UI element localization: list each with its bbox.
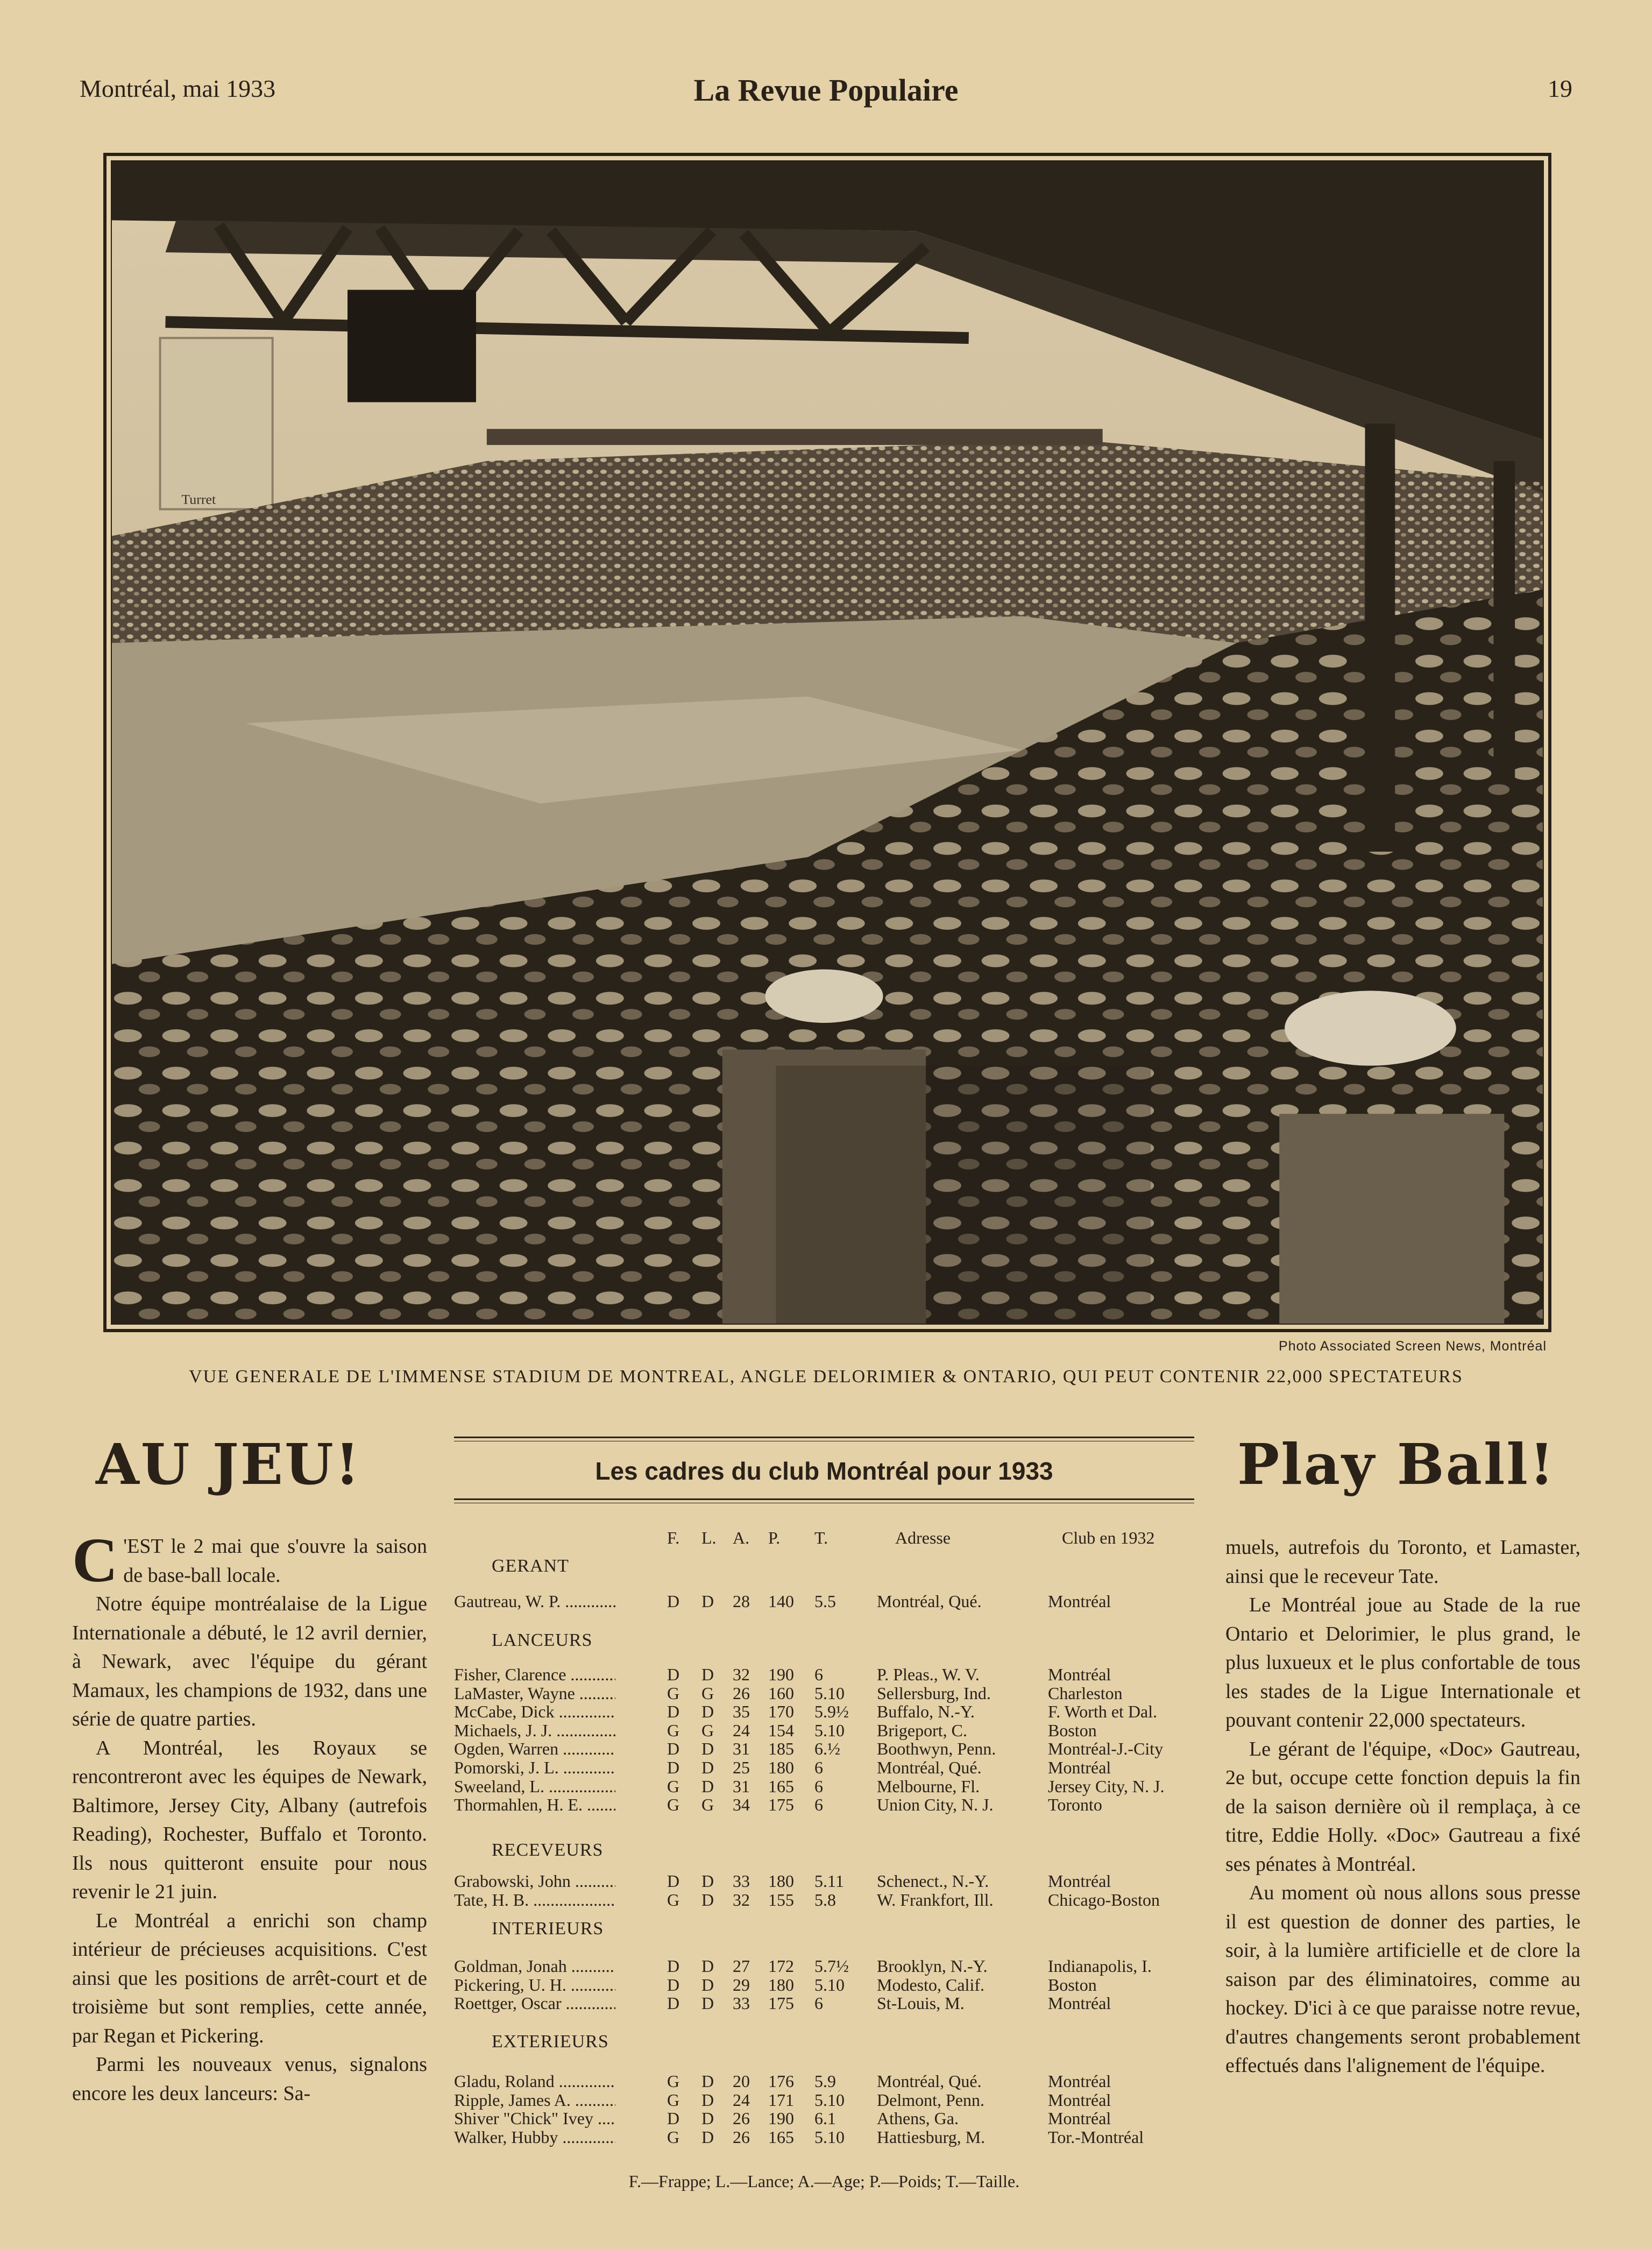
cell-age: 20 bbox=[733, 2071, 750, 2091]
player-name: Ripple, James A. ..... bbox=[454, 2090, 615, 2110]
article-paragraph: muels, autrefois du Toronto, et Lamaster, ainsi que le receveur Tate. bbox=[1225, 1536, 1580, 1588]
cell-frappe: D bbox=[667, 1739, 680, 1759]
cell-poids: 180 bbox=[768, 1871, 794, 1891]
cell-club: Indianapolis, I. bbox=[1048, 1956, 1152, 1976]
cell-age: 24 bbox=[733, 2090, 750, 2110]
cell-lance: D bbox=[701, 1956, 714, 1976]
table-row bbox=[454, 1665, 1194, 1684]
cell-taille: 5.9½ bbox=[814, 1702, 849, 1722]
cell-lance: D bbox=[701, 1993, 714, 2013]
player-name: Pickering, U. H. ..... bbox=[454, 1975, 615, 1995]
player-name: Michaels, J. J. ..... bbox=[454, 1721, 615, 1741]
player-name: Grabowski, John ..... bbox=[454, 1871, 615, 1891]
cell-taille: 5.10 bbox=[814, 2127, 845, 2147]
cell-club: Montréal bbox=[1048, 1758, 1111, 1777]
cell-frappe: D bbox=[667, 1592, 680, 1611]
cell-age: 27 bbox=[733, 1956, 750, 1976]
turret-sign: Turret bbox=[181, 491, 216, 507]
cell-taille: 6 bbox=[814, 1993, 823, 2013]
player-name: McCabe, Dick ..... bbox=[454, 1702, 615, 1722]
cell-poids: 176 bbox=[768, 2071, 794, 2091]
table-row bbox=[454, 1956, 1194, 1976]
roster-title-box bbox=[454, 1437, 1194, 1503]
player-name: LaMaster, Wayne ..... bbox=[454, 1684, 615, 1703]
cell-club: Charleston bbox=[1048, 1683, 1123, 1703]
cell-poids: 160 bbox=[768, 1683, 794, 1703]
col-header-f: F. bbox=[667, 1528, 680, 1547]
cell-age: 26 bbox=[733, 2127, 750, 2147]
article-paragraph: Au moment où nous allons sous presse il est question de donner des parties, le soir, à la lumière artificielle et de clore la saison par des éliminatoires, comme au hockey. D'ici à ce que paraisse notre revue, d'autres changements seront probablement effectués dans l'alignement de l'équipe. bbox=[1225, 1882, 1580, 2077]
right-article-column bbox=[1225, 1533, 1580, 2081]
cell-lance: D bbox=[701, 1739, 714, 1759]
photo-caption: VUE GENERALE DE L'IMMENSE STADIUM DE MONTREAL, ANGLE DELORIMIER & ONTARIO, QUI PEUT CONTENIR 22,000 SPECTATEURS bbox=[189, 1367, 1463, 1387]
cell-club: Jersey City, N. J. bbox=[1048, 1776, 1165, 1796]
cell-frappe: D bbox=[667, 1871, 680, 1891]
cell-age: 29 bbox=[733, 1975, 750, 1995]
player-name: Gladu, Roland ..... bbox=[454, 2071, 615, 2091]
cell-poids: 175 bbox=[768, 1795, 794, 1815]
cell-taille: 5.10 bbox=[814, 1683, 845, 1703]
player-name: Roettger, Oscar ..... bbox=[454, 1993, 615, 2013]
cell-poids: 171 bbox=[768, 2090, 794, 2110]
player-name: Walker, Hubby ..... bbox=[454, 2127, 615, 2147]
cell-address: Athens, Ga. bbox=[877, 2109, 959, 2128]
table-row bbox=[454, 1777, 1194, 1796]
cell-poids: 190 bbox=[768, 1665, 794, 1684]
table-row bbox=[454, 1592, 1194, 1611]
cell-address: Brooklyn, N.-Y. bbox=[877, 1956, 988, 1976]
cell-lance: D bbox=[701, 1592, 714, 1611]
cell-lance: D bbox=[701, 1758, 714, 1777]
stadium-photo bbox=[103, 153, 1551, 1332]
cell-club: Boston bbox=[1048, 1975, 1097, 1995]
cell-poids: 180 bbox=[768, 1758, 794, 1777]
roster-legend: F.—Frappe; L.—Lance; A.—Age; P.—Poids; T.—Taille. bbox=[628, 2172, 1020, 2191]
cell-club: Montréal bbox=[1048, 2090, 1111, 2110]
cell-lance: D bbox=[701, 2127, 714, 2147]
cell-age: 32 bbox=[733, 1665, 750, 1684]
table-row bbox=[454, 2071, 1194, 2091]
cell-club: Toronto bbox=[1048, 1795, 1102, 1815]
player-name: Ogden, Warren ..... bbox=[454, 1739, 615, 1759]
cell-address: Hattiesburg, M. bbox=[877, 2127, 985, 2147]
col-header-a: A. bbox=[733, 1528, 750, 1547]
cell-club: Chicago-Boston bbox=[1048, 1890, 1160, 1909]
cell-address: P. Pleas., W. V. bbox=[877, 1665, 980, 1684]
article-paragraph: Parmi les nouveaux venus, signalons encore les deux lanceurs: Sa- bbox=[72, 2053, 427, 2105]
player-name: Pomorski, J. L. ..... bbox=[454, 1758, 615, 1778]
table-row bbox=[454, 1975, 1194, 1995]
player-name: Gautreau, W. P. ..... bbox=[454, 1592, 615, 1611]
cell-taille: 5.8 bbox=[814, 1890, 836, 1909]
cell-frappe: G bbox=[667, 1720, 680, 1740]
cell-poids: 140 bbox=[768, 1592, 794, 1611]
player-name: Shiver "Chick" Ivey ..... bbox=[454, 2109, 615, 2128]
cell-address: Montréal, Qué. bbox=[877, 1592, 982, 1611]
cell-frappe: G bbox=[667, 2090, 680, 2110]
cell-club: Tor.-Montréal bbox=[1048, 2127, 1144, 2147]
col-header-t: T. bbox=[814, 1528, 828, 1547]
cell-frappe: D bbox=[667, 1758, 680, 1777]
cell-lance: D bbox=[701, 1665, 714, 1684]
section-heading: INTERIEURS bbox=[492, 1919, 604, 1939]
cell-frappe: D bbox=[667, 1975, 680, 1995]
player-name: Tate, H. B. ..... bbox=[454, 1890, 615, 1910]
cell-club: Montréal bbox=[1048, 1592, 1111, 1611]
cell-poids: 154 bbox=[768, 1720, 794, 1740]
magazine-title: La Revue Populaire bbox=[693, 73, 959, 108]
col-header-l: L. bbox=[701, 1528, 717, 1547]
cell-frappe: D bbox=[667, 1956, 680, 1976]
cell-lance: D bbox=[701, 1975, 714, 1995]
cell-taille: 6 bbox=[814, 1758, 823, 1777]
cell-lance: G bbox=[701, 1683, 714, 1703]
table-row bbox=[454, 1993, 1194, 2013]
cell-club: Montréal bbox=[1048, 1871, 1111, 1891]
cell-frappe: D bbox=[667, 1665, 680, 1684]
cell-address: Montréal, Qué. bbox=[877, 2071, 982, 2091]
cell-poids: 185 bbox=[768, 1739, 794, 1759]
cell-lance: D bbox=[701, 1871, 714, 1891]
cell-age: 26 bbox=[733, 2109, 750, 2128]
cell-age: 31 bbox=[733, 1776, 750, 1796]
cell-poids: 165 bbox=[768, 2127, 794, 2147]
cell-taille: 6 bbox=[814, 1665, 823, 1684]
cell-frappe: G bbox=[667, 1795, 680, 1815]
table-row bbox=[454, 1721, 1194, 1740]
cell-address: Brigeport, C. bbox=[877, 1720, 967, 1740]
section-heading: RECEVEURS bbox=[492, 1840, 604, 1860]
cell-frappe: G bbox=[667, 1890, 680, 1909]
cell-address: Modesto, Calif. bbox=[877, 1975, 984, 1995]
cell-poids: 175 bbox=[768, 1993, 794, 2013]
cell-frappe: D bbox=[667, 1993, 680, 2013]
cell-age: 24 bbox=[733, 1720, 750, 1740]
cell-poids: 172 bbox=[768, 1956, 794, 1976]
cell-frappe: G bbox=[667, 2127, 680, 2147]
cell-address: Sellersburg, Ind. bbox=[877, 1683, 991, 1703]
cell-taille: 5.5 bbox=[814, 1592, 836, 1611]
cell-taille: 5.9 bbox=[814, 2071, 836, 2091]
photo-credit: Photo Associated Screen News, Montréal bbox=[1279, 1339, 1547, 1354]
cell-lance: G bbox=[701, 1795, 714, 1815]
table-row bbox=[454, 1758, 1194, 1777]
player-name: Sweeland, L. ..... bbox=[454, 1777, 615, 1797]
cell-age: 31 bbox=[733, 1739, 750, 1759]
drop-cap: C bbox=[72, 1525, 118, 1595]
article-paragraph: Le Montréal a enrichi son champ intérieur de précieuses acquisitions. C'est ainsi que les positions de arrêt-court et de troisième but sont remplies, cette année, par Regan et Pickering. bbox=[72, 1909, 427, 2047]
section-heading: EXTERIEURS bbox=[492, 2032, 609, 2052]
table-row bbox=[454, 2127, 1194, 2147]
cell-club: Boston bbox=[1048, 1720, 1097, 1740]
stadium-photo-image bbox=[112, 161, 1543, 1324]
cell-club: Montréal bbox=[1048, 2071, 1111, 2091]
article-paragraph: Le Montréal joue au Stade de la rue Ontario et Delorimier, le plus grand, le plus luxueux et le plus confortable de tous les stades de la Ligue Internationale et pouvant contenir 22,000 spectateurs. bbox=[1225, 1594, 1580, 1731]
title-rule-top bbox=[454, 1437, 1194, 1441]
running-head-date: Montréal, mai 1933 bbox=[80, 75, 276, 102]
cell-club: Montréal-J.-City bbox=[1048, 1739, 1164, 1759]
cell-taille: 5.7½ bbox=[814, 1956, 849, 1976]
cell-frappe: G bbox=[667, 1776, 680, 1796]
table-row bbox=[454, 1795, 1194, 1814]
cell-age: 26 bbox=[733, 1683, 750, 1703]
page-number: 19 bbox=[1548, 75, 1572, 102]
table-row bbox=[454, 1684, 1194, 1703]
col-header-p: P. bbox=[768, 1528, 781, 1547]
cell-poids: 155 bbox=[768, 1890, 794, 1909]
cell-age: 35 bbox=[733, 1702, 750, 1722]
left-article-column bbox=[72, 1525, 427, 2108]
cell-poids: 190 bbox=[768, 2109, 794, 2128]
table-row bbox=[454, 2090, 1194, 2110]
player-name: Thormahlen, H. E. ..... bbox=[454, 1795, 615, 1815]
cell-address: St-Louis, M. bbox=[877, 1993, 965, 2013]
cell-taille: 6.½ bbox=[814, 1739, 840, 1759]
table-row bbox=[454, 1702, 1194, 1721]
cell-taille: 6 bbox=[814, 1776, 823, 1796]
section-heading: LANCEURS bbox=[492, 1630, 593, 1650]
cell-club: Montréal bbox=[1048, 1665, 1111, 1684]
cell-age: 34 bbox=[733, 1795, 750, 1815]
cell-address: Union City, N. J. bbox=[877, 1795, 994, 1815]
left-article-title: AU JEU! bbox=[96, 1431, 361, 1497]
cell-lance: G bbox=[701, 1720, 714, 1740]
cell-lance: D bbox=[701, 2109, 714, 2128]
roster-title: Les cadres du club Montréal pour 1933 bbox=[595, 1457, 1053, 1485]
right-article-title: Play Ball! bbox=[1237, 1431, 1556, 1497]
table-row bbox=[454, 1739, 1194, 1758]
roster-table bbox=[454, 1528, 1194, 2195]
cell-address: Schenect., N.-Y. bbox=[877, 1871, 989, 1891]
cell-age: 32 bbox=[733, 1890, 750, 1909]
cell-poids: 180 bbox=[768, 1975, 794, 1995]
cell-lance: D bbox=[701, 2071, 714, 2091]
cell-address: Boothwyn, Penn. bbox=[877, 1739, 996, 1759]
section-heading: GERANT bbox=[492, 1556, 569, 1576]
cell-club: F. Worth et Dal. bbox=[1048, 1702, 1158, 1722]
col-header-address: Adresse bbox=[895, 1528, 951, 1547]
article-paragraph: Le gérant de l'équipe, «Doc» Gautreau, 2e but, occupe cette fonction depuis la fin de la saison dernière où il remplaça, à ce titre, Eddie Holly. «Doc» Gautreau a fixé ses pénates à Montréal. bbox=[1225, 1737, 1580, 1876]
cell-taille: 6.1 bbox=[814, 2109, 836, 2128]
cell-lance: D bbox=[701, 2090, 714, 2110]
cell-lance: D bbox=[701, 1890, 714, 1909]
cell-taille: 5.11 bbox=[814, 1871, 844, 1891]
cell-frappe: D bbox=[667, 1702, 680, 1722]
col-header-club: Club en 1932 bbox=[1062, 1528, 1155, 1547]
cell-address: Delmont, Penn. bbox=[877, 2090, 984, 2110]
cell-poids: 170 bbox=[768, 1702, 794, 1722]
table-row bbox=[454, 1871, 1194, 1891]
table-row bbox=[454, 2109, 1194, 2128]
cell-frappe: G bbox=[667, 2071, 680, 2091]
cell-taille: 6 bbox=[814, 1795, 823, 1815]
table-row bbox=[454, 1890, 1194, 1909]
cell-age: 33 bbox=[733, 1993, 750, 2013]
title-rule-bottom bbox=[454, 1498, 1194, 1503]
cell-taille: 5.10 bbox=[814, 2090, 845, 2110]
player-name: Fisher, Clarence ..... bbox=[454, 1665, 615, 1685]
cell-age: 33 bbox=[733, 1871, 750, 1891]
cell-address: W. Frankfort, Ill. bbox=[877, 1890, 994, 1909]
article-paragraph: C 'EST le 2 mai que s'ouvre la saison de base-ball locale. bbox=[72, 1525, 427, 1595]
cell-taille: 5.10 bbox=[814, 1720, 845, 1740]
cell-frappe: D bbox=[667, 2109, 680, 2128]
cell-poids: 165 bbox=[768, 1776, 794, 1796]
article-paragraph: A Montréal, les Royaux se rencontreront avec les équipes de Newark, Baltimore, Jersey City, Albany (autrefois Reading), Rochester, Buffalo et Toronto. Ils nous quitteront ensuite pour nous revenir le 21 juin. bbox=[72, 1736, 427, 1903]
cell-frappe: G bbox=[667, 1683, 680, 1703]
cell-lance: D bbox=[701, 1702, 714, 1722]
cell-club: Montréal bbox=[1048, 1993, 1111, 2013]
cell-age: 28 bbox=[733, 1592, 750, 1611]
cell-address: Montréal, Qué. bbox=[877, 1758, 982, 1777]
article-paragraph: Notre équipe montréalaise de la Ligue Internationale a débuté, le 12 avril dernier, à Newark, avec l'équipe du gérant Mamaux, les champions de 1932, dans une série de quatre parties. bbox=[72, 1593, 427, 1730]
cell-age: 25 bbox=[733, 1758, 750, 1777]
player-name: Goldman, Jonah ..... bbox=[454, 1956, 615, 1976]
cell-club: Montréal bbox=[1048, 2109, 1111, 2128]
cell-address: Buffalo, N.-Y. bbox=[877, 1702, 975, 1722]
cell-lance: D bbox=[701, 1776, 714, 1796]
cell-address: Melbourne, Fl. bbox=[877, 1776, 980, 1796]
cell-taille: 5.10 bbox=[814, 1975, 845, 1995]
